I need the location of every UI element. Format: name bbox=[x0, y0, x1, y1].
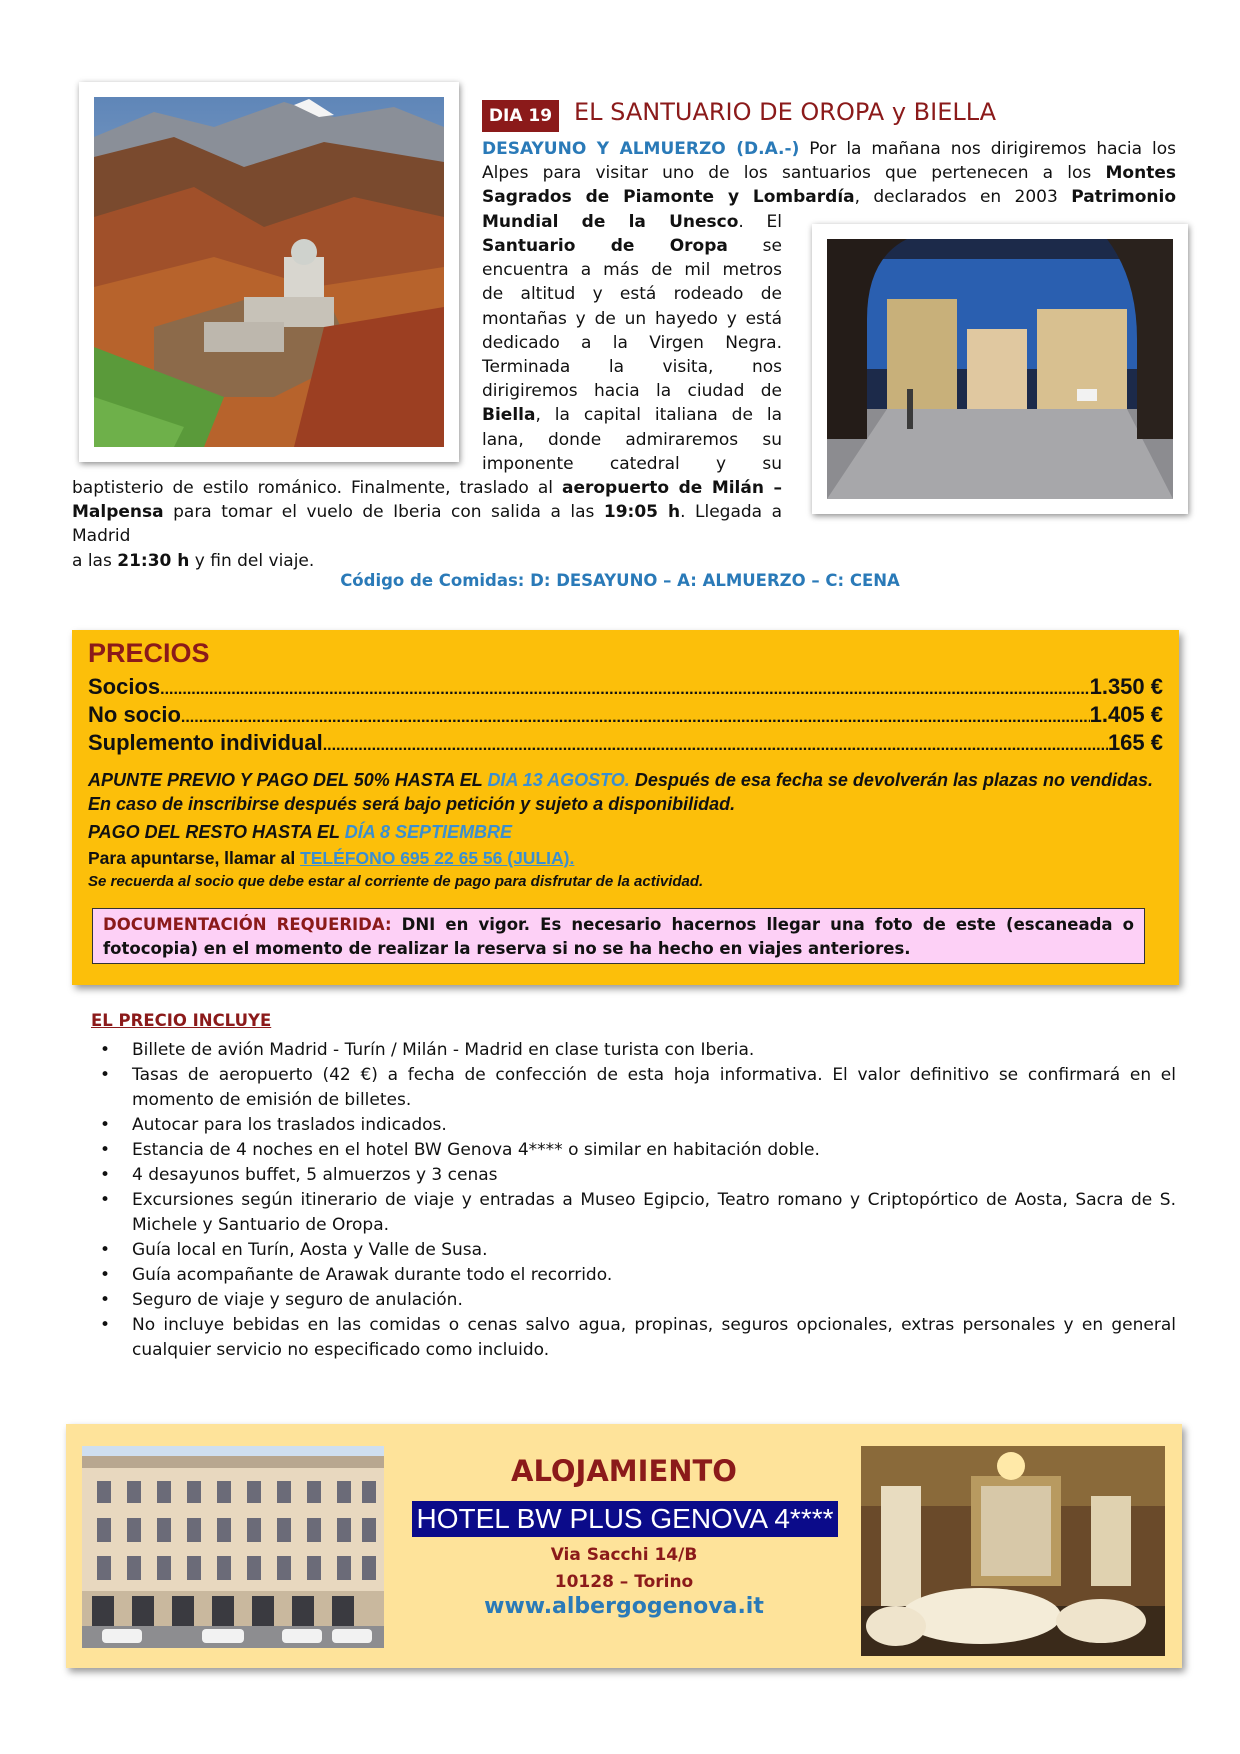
price-row-socios bbox=[88, 672, 1163, 700]
doc-text: DNI en vigor. Es necesario hacernos llegar una foto de este (escaneada o fotocopia) en el momento de realizar la reserva si no se ha hecho en viajes anteriores. bbox=[103, 915, 1134, 958]
photo-biella-street bbox=[812, 224, 1188, 514]
bullet: • bbox=[100, 1040, 111, 1060]
day-badge: DIA 19 bbox=[482, 100, 559, 132]
text: y fin del viaje. bbox=[189, 550, 315, 571]
prices-title: PRECIOS bbox=[88, 638, 210, 668]
text: Malpensa bbox=[72, 502, 164, 523]
item-text: Tasas de aeropuerto (42 €) a fecha de confección de esta hoja informativa. El valor definitivo se confirmará en el momento de emisión de billetes. bbox=[132, 1065, 1176, 1110]
accommodation-title: ALOJAMIENTO bbox=[511, 1454, 737, 1488]
text: Biella bbox=[482, 405, 536, 426]
call-to-book bbox=[88, 848, 574, 869]
text: Sagrados de Piamonte y Lombardía bbox=[482, 187, 855, 208]
itinerary-line: imponente catedral y su bbox=[482, 453, 782, 474]
price-label: Suplemento individual bbox=[88, 730, 323, 755]
itinerary-line bbox=[482, 161, 1176, 185]
accommodation-box bbox=[66, 1424, 1182, 1668]
text: baptisterio de estilo románico. Finalmente, traslado al bbox=[72, 478, 562, 498]
bullet: • bbox=[100, 1165, 111, 1185]
doc-label: DOCUMENTACIÓN REQUERIDA: bbox=[103, 915, 392, 934]
documentation-box bbox=[92, 908, 1145, 964]
phone-link[interactable]: TELÉFONO 695 22 65 56 (JULIA). bbox=[300, 848, 575, 868]
itinerary-line bbox=[482, 234, 782, 258]
text: Patrimonio bbox=[1071, 187, 1177, 208]
meal-code-legend: Código de Comidas: D: DESAYUNO – A: ALMUERZO – C: CENA bbox=[340, 571, 900, 590]
text: Por la mañana nos dirigiremos hacia los bbox=[799, 139, 1176, 159]
balance-notice bbox=[88, 820, 1163, 844]
price-value: 1.350 € bbox=[1089, 674, 1163, 699]
item-text: Guía acompañante de Arawak durante todo el recorrido. bbox=[132, 1265, 613, 1285]
price-row-suplemento bbox=[88, 728, 1163, 756]
text: 19:05 h bbox=[603, 502, 681, 523]
text: PAGO DEL RESTO HASTA EL bbox=[88, 822, 345, 842]
itinerary-line bbox=[72, 500, 782, 548]
leader-dots bbox=[323, 736, 1108, 756]
bullet: • bbox=[100, 1190, 111, 1210]
item-text: Autocar para los traslados indicados. bbox=[132, 1115, 447, 1135]
bullet: • bbox=[100, 1290, 111, 1310]
deadline-date: DÍA 8 SEPTIEMBRE bbox=[344, 822, 513, 842]
text: APUNTE PREVIO Y PAGO DEL 50% HASTA EL bbox=[88, 770, 488, 790]
includes-list bbox=[96, 1038, 1176, 1363]
text: aeropuerto de Milán – bbox=[561, 478, 783, 498]
bullet: • bbox=[100, 1265, 111, 1285]
text: Santuario de Oropa bbox=[482, 236, 728, 256]
itinerary-top bbox=[482, 137, 1176, 234]
leader-dots bbox=[160, 680, 1089, 700]
photo-oropa-sanctuary bbox=[79, 82, 459, 462]
item-text: Guía local en Turín, Aosta y Valle de Susa. bbox=[132, 1240, 488, 1260]
itinerary-line bbox=[482, 210, 782, 234]
itinerary-line: montañas y de un hayedo y está bbox=[482, 308, 782, 329]
itinerary-line: de altitud y está rodeado de bbox=[482, 284, 782, 305]
text: Alpes para visitar uno de los santuarios que pertenecen a los bbox=[482, 163, 1092, 184]
text: Después de esa fecha se devolverán las plazas no vendidas. En caso de inscribirse después será bajo petición y sujeto a disponibilidad. bbox=[88, 770, 1154, 814]
biella-image bbox=[827, 239, 1173, 499]
meals-label: DESAYUNO Y ALMUERZO (D.A.-) bbox=[482, 139, 800, 159]
oropa-image bbox=[94, 97, 444, 447]
itinerary-line: Terminada la visita, nos bbox=[482, 357, 782, 378]
item-text: Excursiones según itinerario de viaje y entradas a Museo Egipcio, Teatro romano y Criptopórtico de Aosta, Sacra de S. Michele y Santuario de Oropa. bbox=[132, 1190, 1176, 1235]
bullet: • bbox=[100, 1140, 111, 1160]
text: para tomar el vuelo de Iberia con salida a las bbox=[163, 502, 604, 523]
price-label: No socio bbox=[88, 702, 181, 727]
bullet: • bbox=[100, 1115, 111, 1135]
leader-dots bbox=[181, 708, 1090, 728]
text: se bbox=[727, 236, 782, 256]
bullet: • bbox=[100, 1315, 111, 1335]
text: Montes bbox=[1105, 163, 1176, 184]
payment-reminder: Se recuerda al socio que debe estar al corriente de pago para disfrutar de la actividad. bbox=[88, 873, 704, 890]
hotel-website-link[interactable]: www.albergogenova.it bbox=[484, 1594, 764, 1619]
itinerary-line bbox=[482, 185, 1176, 209]
itinerary-line: dirigiremos hacia la ciudad de bbox=[482, 381, 782, 402]
itinerary-line bbox=[482, 137, 1176, 161]
list-item bbox=[96, 1038, 1176, 1063]
item-text: Billete de avión Madrid - Turín / Milán - Madrid en clase turista con Iberia. bbox=[132, 1040, 755, 1060]
text: , declarados en 2003 bbox=[854, 187, 1058, 208]
deadline-date: DIA 13 AGOSTO. bbox=[487, 770, 630, 790]
itinerary-line: dedicado a la Virgen Negra. bbox=[482, 332, 782, 353]
text: , la capital italiana de la bbox=[535, 405, 782, 426]
price-row-no-socio bbox=[88, 700, 1163, 728]
list-item bbox=[96, 1263, 1176, 1288]
text: Mundial de la Unesco bbox=[482, 211, 739, 232]
itinerary-line bbox=[72, 549, 782, 573]
prices-box bbox=[72, 630, 1179, 985]
hotel-address-street: Via Sacchi 14/B bbox=[550, 1545, 698, 1565]
price-value: 165 € bbox=[1107, 730, 1163, 755]
text: 21:30 h bbox=[117, 550, 190, 571]
text: a las bbox=[72, 550, 118, 571]
hotel-address-city: 10128 – Torino bbox=[554, 1572, 694, 1592]
day-title: EL SANTUARIO DE OROPA y BIELLA bbox=[574, 98, 997, 126]
hotel-name: HOTEL BW PLUS GENOVA 4**** bbox=[412, 1501, 838, 1537]
itinerary-line bbox=[72, 476, 782, 500]
itinerary-line: lana, donde admiraremos su bbox=[482, 429, 782, 450]
item-text: 4 desayunos buffet, 5 almuerzos y 3 cenas bbox=[132, 1165, 498, 1185]
list-item bbox=[96, 1238, 1176, 1263]
itinerary-bottom bbox=[72, 476, 782, 573]
list-item bbox=[96, 1313, 1176, 1363]
itinerary-narrow bbox=[482, 234, 782, 476]
list-item bbox=[96, 1163, 1176, 1188]
bullet: • bbox=[100, 1065, 111, 1085]
list-item bbox=[96, 1138, 1176, 1163]
itinerary-line bbox=[482, 403, 782, 427]
item-text: Seguro de viaje y seguro de anulación. bbox=[132, 1290, 463, 1310]
item-text: Estancia de 4 noches en el hotel BW Genova 4**** o similar en habitación doble. bbox=[132, 1140, 820, 1160]
price-label: Socios bbox=[88, 674, 161, 699]
item-text: No incluye bebidas en las comidas o cenas salvo agua, propinas, seguros opcionales, extras personales y en general cualquier servicio no especificado como incluido. bbox=[132, 1315, 1176, 1360]
includes-title: EL PRECIO INCLUYE bbox=[91, 1011, 272, 1030]
list-item bbox=[96, 1063, 1176, 1113]
text: . El bbox=[738, 211, 783, 232]
bullet: • bbox=[100, 1240, 111, 1260]
price-value: 1.405 € bbox=[1089, 702, 1163, 727]
text: . Llegada a Madrid bbox=[72, 502, 783, 547]
list-item bbox=[96, 1288, 1176, 1313]
list-item bbox=[96, 1188, 1176, 1238]
itinerary-line: encuentra a más de mil metros bbox=[482, 260, 782, 281]
list-item bbox=[96, 1113, 1176, 1138]
text: Para apuntarse, llamar al bbox=[88, 848, 301, 868]
payment-notice bbox=[88, 768, 1163, 816]
